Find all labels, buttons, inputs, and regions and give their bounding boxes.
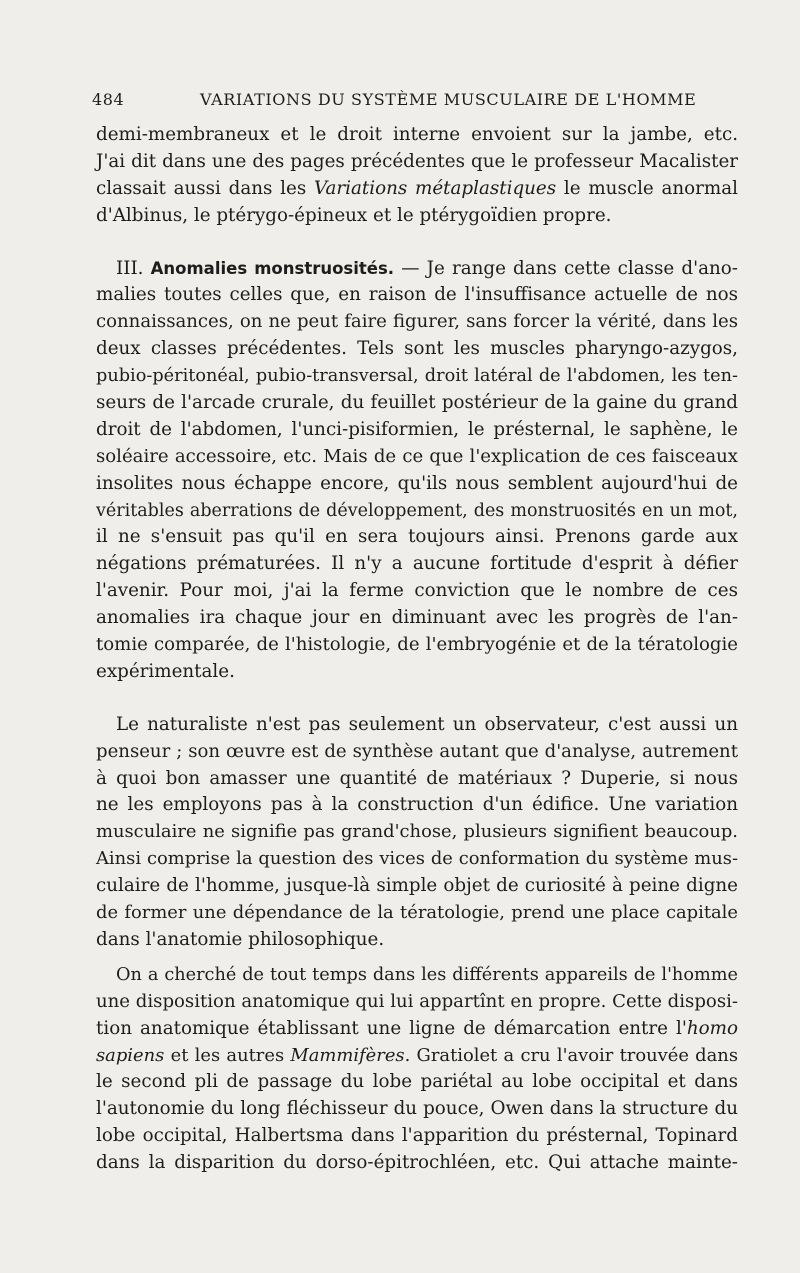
- text-line: J'ai dit dans une des pages précédentes que le professeur Macalister: [96, 150, 738, 172]
- text-line: l'autonomie du long fléchisseur du pouce, Owen dans la structure du: [96, 1098, 738, 1120]
- section-anomalies-monstruosites: [96, 256, 738, 686]
- text-line: véritables aberrations de développement, des monstruosités en un mot,: [96, 500, 738, 521]
- running-title: VARIATIONS DU SYSTÈME MUSCULAIRE DE L'HOMME: [200, 90, 697, 109]
- text-line: malies toutes celles que, en raison de l'insuffisance actuelle de nos: [96, 284, 738, 306]
- text-line: deux classes précédentes. Tels sont les muscles pharyngo-azygos,: [96, 338, 738, 360]
- text-line: dans l'anatomie philosophique.: [96, 928, 385, 950]
- text-line: lobe occipital, Halbertsma dans l'apparition du présternal, Topinard: [96, 1125, 738, 1147]
- text-line: [96, 176, 738, 203]
- paragraph-gap: [96, 230, 738, 256]
- italic-term: homo: [686, 1017, 738, 1039]
- text-run: le muscle anormal: [556, 177, 738, 199]
- page-number: 484: [92, 90, 125, 109]
- text-run: classait aussi dans les: [96, 177, 314, 199]
- text-line: à quoi bon amasser une quantité de matériaux ? Duperie, si nous: [96, 767, 738, 789]
- text-line: musculaire ne signifie pas grand'chose, plusieurs signifient beaucoup.: [96, 821, 738, 843]
- text-line: [96, 256, 738, 283]
- paragraph-disposition-anatomique: [96, 962, 738, 1177]
- text-line: d'Albinus, le ptérygo-épineux et le ptérygoïdien propre.: [96, 204, 612, 226]
- text-line: soléaire accessoire, etc. Mais de ce que l'explication de ces faisceaux: [96, 445, 738, 467]
- italic-term: Variations métaplastiques: [314, 177, 557, 199]
- text-line: dans la disparition du dorso-épitrochléen, etc. Qui attache mainte-: [96, 1152, 738, 1174]
- text-run: et les autres: [164, 1044, 291, 1066]
- text-line: tomie comparée, de l'histologie, de l'embryogénie et de la tératologie: [96, 634, 738, 656]
- text-line: il ne s'ensuit pas qu'il en sera toujours ainsi. Prenons garde aux: [96, 526, 738, 548]
- section-number: III.: [116, 257, 151, 279]
- paragraph-continuation: [96, 122, 738, 230]
- text-line: On a cherché de tout temps dans les différents appareils de l'homme: [116, 964, 738, 985]
- text-line: anomalies ira chaque jour en diminuant avec les progrès de l'an-: [96, 607, 738, 629]
- text-line: insolites nous échappe encore, qu'ils nous semblent aujourd'hui de: [96, 472, 738, 494]
- text-line: de former une dépendance de la tératologie, prend une place capitale: [96, 902, 738, 924]
- text-line: Le naturaliste n'est pas seulement un observateur, c'est aussi un: [116, 713, 738, 735]
- text-line: demi-membraneux et le droit interne envoient sur la jambe, etc.: [96, 124, 738, 145]
- text-line: penseur ; son œuvre est de synthèse autant que d'analyse, autrement: [96, 740, 738, 762]
- text-line: ne les employons pas à la construction d'un édifice. Une variation: [96, 794, 738, 816]
- text-line: droit de l'abdomen, l'unci-pisiformien, le présternal, le saphène, le: [96, 418, 738, 440]
- text-line: [96, 1043, 738, 1070]
- text-line: connaissances, on ne peut faire figurer, sans forcer la vérité, dans les: [96, 311, 738, 333]
- text-line: négations prématurées. Il n'y a aucune fortitude d'esprit à défier: [96, 553, 738, 575]
- paragraph-gap: [96, 686, 738, 712]
- italic-term: Mammifères: [290, 1044, 405, 1066]
- body-text: [96, 122, 738, 1177]
- text-line: culaire de l'homme, jusque-là simple objet de curiosité à peine digne: [96, 875, 738, 897]
- text-run: — Je range dans cette classe d'ano-: [394, 257, 738, 279]
- text-line: Ainsi comprise la question des vices de conformation du système mus-: [96, 848, 738, 870]
- text-line: expérimentale.: [96, 660, 235, 682]
- text-line: seurs de l'arcade crurale, du feuillet postérieur de la gaine du grand: [96, 392, 738, 414]
- text-line: l'avenir. Pour moi, j'ai la ferme conviction que le nombre de ces: [96, 580, 738, 602]
- text-run: . Gratiolet a cru l'avoir trouvée dans: [404, 1044, 739, 1066]
- text-run: tion anatomique établissant une ligne de démarcation entre l': [96, 1017, 687, 1039]
- paragraph-gap: [96, 954, 738, 962]
- italic-term: sapiens: [96, 1044, 165, 1066]
- text-line: le second pli de passage du lobe pariétal au lobe occipital et dans: [96, 1071, 738, 1093]
- section-heading: Anomalies monstruosités.: [150, 258, 395, 278]
- paragraph-naturaliste: [96, 712, 738, 954]
- text-line: pubio-péritonéal, pubio-transversal, droit latéral de l'abdomen, les ten-: [96, 366, 738, 387]
- text-line: une disposition anatomique qui lui appartînt en propre. Cette disposi-: [96, 990, 738, 1012]
- text-line: [96, 1016, 738, 1043]
